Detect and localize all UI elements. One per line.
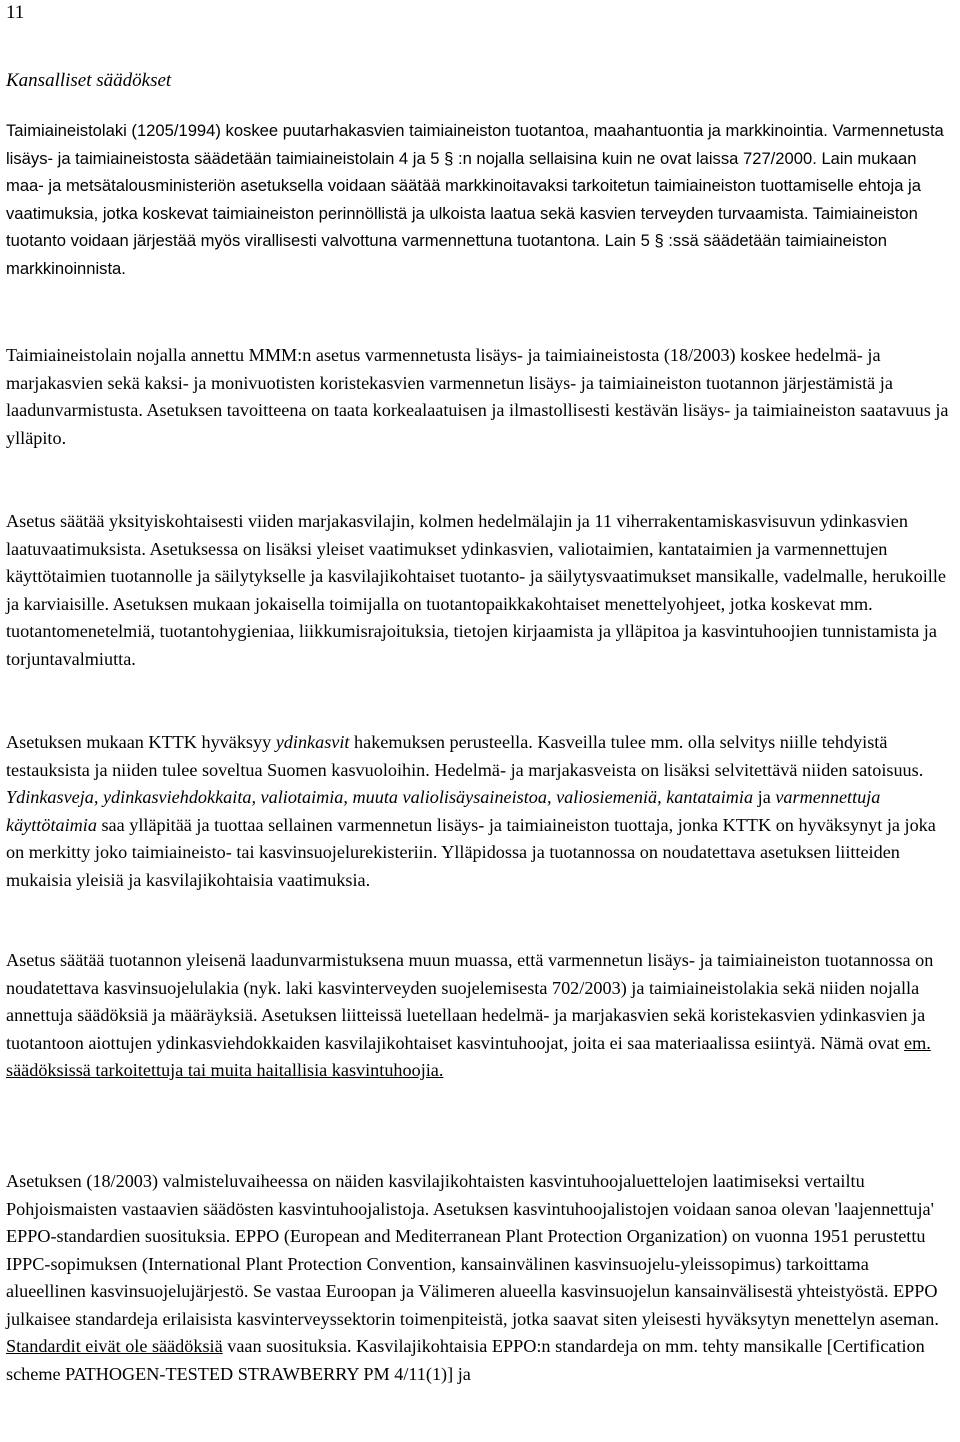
approval-text-2: hakemuksen perusteella. Kasveilla tulee mm. olla selvitys niille tehdyistä testauksista ja niiden tulee soveltua Suomen kasvuoloihin. Hedelmä- ja marjakasveista on lisäksi selvitettävä niiden satoisuus. — [6, 732, 924, 780]
eppo-text-1: Asetuksen (18/2003) valmisteluvaiheessa on näiden kasvilajikohtaisten kasvintuhoojaluettelojen laatimiseksi vertailtu Pohjoismaisten vastaavien säädösten kasvintuhoojalistoja. Asetuksen kasvintuhoojalistojen voidaan sanoa olevan 'laajennettuja' EPPO-standardien suosituksia. EPPO (European and Mediterranean Plant Protection Organization) on vuonna 1951 perustettu IPPC-sopimuksen (International Plant Protection Convention, kansainvälinen kasvinsuojelu-yleissopimus) tarkoittama alueellinen kasvinsuojelujärjestö. Se vastaa Euroopan ja Välimeren alueella kasvinsuojelun kansainvälisestä yhteistyöstä. EPPO julkaisee standardeja erilaisista kasvinterveyssektorin toimenpiteistä, jotka saavat siten yleisesti hyväksytyn menettelyn aseman. — [6, 1171, 939, 1329]
paragraph-decree: Taimiaineistolain nojalla annettu MMM:n asetus varmennetusta lisäys- ja taimiaineistosta (18/2003) koskee hedelmä- ja marjakasvien sekä kaksi- ja monivuotisten koristekasvien varmennetun lisäys- ja taimiaineiston tuotannon järjestämistä ja laadunvarmistusta. Asetuksen tavoitteena on taata korkealaatuisen ja ilmastollisesti kestävän lisäys- ja taimiaineiston saatavuus ja ylläpito. — [6, 345, 949, 448]
approval-text-3: ja — [753, 787, 776, 807]
paragraph-approval — [6, 729, 952, 894]
paragraph-legislation-part-1: Taimiaineistolaki (1205/1994) koskee puutarhakasvien taimiaineiston tuotantoa, maahantuontia ja markkinointia. Varmennetusta lisäys- ja taimiaineistosta säädetään taimiaineistolain 4 ja 5 § :n nojalla sellaisina kuin ne ovat laissa 727/2000. — [6, 121, 944, 168]
paragraph-quality-assurance — [6, 947, 952, 1085]
approval-text-1: Asetuksen mukaan KTTK hyväksyy — [6, 732, 276, 752]
page-number: 11 — [6, 2, 25, 23]
approval-term-list: Ydinkasveja, ydinkasviehdokkaita, valiotaimia, muuta valiolisäysaineistoa, valiosiemeniä, kantataimia — [6, 787, 754, 807]
quality-assurance-text: Asetus säätää tuotannon yleisenä laadunvarmistuksena muun muassa, että varmennetun lisäys- ja taimiaineiston tuotannossa on noudatettava kasvinsuojelulakia (nyk. laki kasvinterveyden suojelemisesta 702/2003) ja taimiaineistolakia sekä niiden nojalla annettuja säädöksiä ja määräyksiä. Asetuksen liitteissä luetellaan hedelmä- ja marjakasvien sekä koristekasvien ydinkasvien ja tuotantoon aiottujen ydinkasviehdokkaiden kasvilajikohtaiset kasvintuhoojat, joita ei saa materiaalissa esiintyä. Nämä ovat — [6, 950, 934, 1053]
paragraph-requirements: Asetus säätää yksityiskohtaisesti viiden marjakasvilajin, kolmen hedelmälajin ja 11 viherrakentamiskasvisuvun ydinkasvien laatuvaatimuksista. Asetuksessa on lisäksi yleiset vaatimukset ydinkasvien, valiotaimien, kantataimien ja varmennettujen käyttötaimien tuotannolle ja säilytykselle ja kasvilajikohtaiset tuotanto- ja säilytysvaatimukset mansikalle, vadelmalle, herukoille ja karviaisille. Asetuksen mukaan jokaisella toimijalla on tuotantopaikkakohtaiset menettelyohjeet, jotka koskevat mm. tuotantomenetelmiä, tuotantohygieniaa, liikkumisrajoituksia, tietojen kirjaamista ja ylläpitoa ja kasvintuhoojien tunnistamista ja torjuntavalmiutta. — [6, 511, 946, 669]
paragraph-legislation-part-2: Lain mukaan maa- ja metsätalousministeriön asetuksella voidaan säätää markkinoitavaksi tarkoitetun taimiaineiston tuottamiselle ehtoja ja vaatimuksia, jotka koskevat taimiaineiston perinnöllistä ja ulkoista laatua sekä kasvien terveyden turvaamista. — [6, 148, 921, 223]
paragraph-legislation — [6, 117, 952, 282]
quality-assurance-underlined: em. säädöksissä tarkoitettuja tai muita haitallisia kasvintuhoojia. — [6, 1032, 931, 1080]
paragraph-legislation-part-3: Taimiaineiston tuotanto voidaan järjestää myös virallisesti valvottuna varmennettuna tuotantona. Lain 5 § :ssä säädetään taimiaineiston markkinoinnista. — [6, 203, 918, 278]
section-heading: Kansalliset säädökset — [6, 70, 172, 91]
approval-text-4: saa ylläpitää ja tuottaa sellainen varmennetun lisäys- ja taimiaineiston tuottaja, jonka KTTK on hyväksynyt ja joka on merkitty joko taimiaineisto- tai kasvinsuojelurekisteriin. Ylläpidossa ja tuotannossa on noudatettava asetuksen liitteiden mukaisia yleisiä ja kasvilajikohtaisia vaatimuksia. — [6, 814, 936, 890]
eppo-underlined: Standardit eivät ole säädöksiä — [6, 1336, 223, 1356]
eppo-text-2: vaan suosituksia. Kasvilajikohtaisia EPPO:n standardeja on mm. tehty mansikalle [Certification scheme PATHOGEN-TESTED STRAWBERRY PM 4/11(1)] ja — [6, 1336, 925, 1384]
paragraph-eppo — [6, 1168, 952, 1388]
approval-term-certified-plants: varmennettuja käyttötaimia — [6, 787, 881, 835]
approval-term-nuclear-plants: ydinkasvit — [275, 732, 350, 752]
